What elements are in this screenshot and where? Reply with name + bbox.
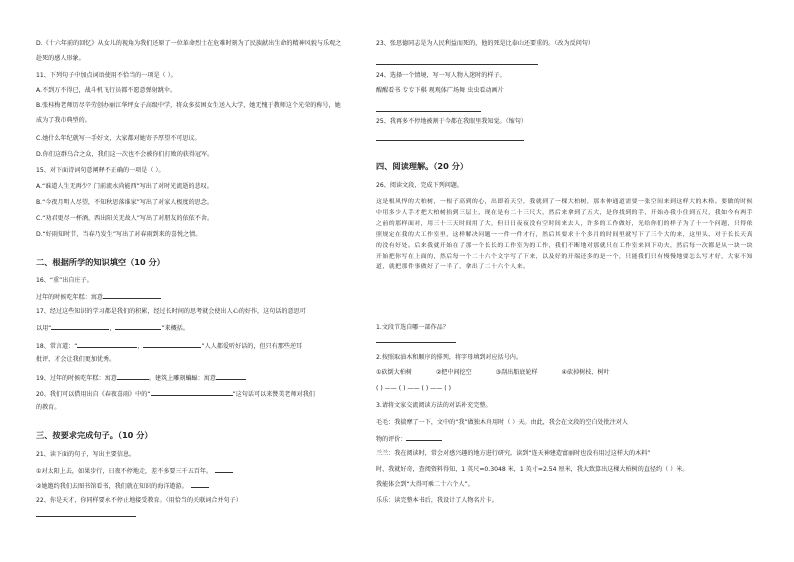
question-26: 26、阅读文段，完成下列问题。 xyxy=(376,182,463,189)
step-option-1: ①砍倒大柏树 xyxy=(376,369,412,376)
question-18-prompt: 18、常言道：“ xyxy=(36,343,78,350)
question-25: 25、我再多不停地被割于今都在我眼里我知觉。（缩句） xyxy=(376,118,527,125)
question-16-line-2 xyxy=(36,292,161,302)
question-20-suffix: ”这句话可以来赞美老师对我们 xyxy=(232,391,315,398)
question-24: 24、选择一个情境，写一写人物入迷时的样子。 xyxy=(376,72,506,79)
question-18-line-2: 批评，才会让我们更加优秀。 xyxy=(36,356,116,363)
passage-question-2-sequence[interactable]: ( ) —— ( ) —— ( ) —— ( ) xyxy=(376,385,451,392)
question-15-option-c: C.“劝君更尽一杯酒，西出阳关无故人”写出了对朋友的依依不舍。 xyxy=(36,215,214,222)
answer-blank[interactable] xyxy=(215,466,233,473)
question-16-prompt: 过年的时候吃年糕：寓意 xyxy=(36,294,104,301)
question-19 xyxy=(36,373,246,383)
question-11-option-b: B.张桂梅老师历尽辛劳创办丽江华坪女子高级中学，将众多贫困女生送入大学，她无愧于教师这个光荣的称号，她 xyxy=(36,102,341,109)
question-11-option-d: D.你们这群乌合之众，我们这一次也不会被你们打败的获得冠军。 xyxy=(36,151,214,158)
dialogue-lele: 乐乐：读完整本书后，我设计了人物名片卡。 xyxy=(376,497,498,504)
question-21-item-1 xyxy=(36,466,233,476)
answer-blank[interactable] xyxy=(77,341,137,348)
question-11: 11、下列句子中加点词语使用不恰当的一项是（ ）。 xyxy=(36,72,177,79)
answer-blank[interactable] xyxy=(216,373,246,380)
question-21-sentence-1: ①对太阳上去，如果步行，日夜不停地走，差不多要三千五百年。 xyxy=(36,468,213,475)
passage-question-2: 2.按照取油木和顺序的排列，将字母填到对应括号内。 xyxy=(376,354,522,361)
question-17-suffix: ”来概括。 xyxy=(161,325,189,332)
answer-blank[interactable] xyxy=(191,481,209,488)
question-17-prompt: 以用“ xyxy=(36,325,52,332)
section-3-heading: 三、按要求完成句子。（10 分） xyxy=(36,430,153,440)
passage-question-2-options xyxy=(376,369,610,377)
option-d-line-2: 赴死的感人形象。 xyxy=(36,55,85,62)
question-11-option-a: A.不到万不得已，战斗机飞行员都不愿意弹射跳伞。 xyxy=(36,87,177,94)
question-16: 16、“重”出自庄子。 xyxy=(36,277,93,284)
answer-blank[interactable] xyxy=(103,292,161,299)
question-21-sentence-2: ②她邀约我们去图书馆看书，我们就在知识的海洋遨游。 xyxy=(36,483,188,490)
question-18-separator: ， xyxy=(137,343,144,350)
question-23: 23、张思德同志是为人民利益而死的，他的死是比泰山还要重的。（改为反问句） xyxy=(376,40,594,47)
dialogue-lanlan: 兰兰：我在阅读时，常会对感兴趣的地方进行研究。读到“连天神建造富丽时也没有用过这样大的木料” xyxy=(376,450,651,457)
section-2-heading: 二、根据所学的知识填空（10 分） xyxy=(36,257,165,267)
question-17: 17、经过这些知识的学习都是我们的积累，经过长时间的思考就会使出人心的好作，这句话的意思可 xyxy=(36,308,306,315)
answer-line[interactable] xyxy=(376,140,524,141)
question-22: 22、你是天才，你同样要永不停止地接受教育。（用恰当的关联词合并句子） xyxy=(36,497,242,504)
question-18-suffix: ”人人都爱听好话的，但只有那些逆耳 xyxy=(201,343,303,350)
question-19-prompt: 19、过年的时候吃年糕：寓意 xyxy=(36,375,117,382)
question-21: 21、读下面的句子，写出主要信息。 xyxy=(36,451,136,458)
question-17-separator: ， xyxy=(109,325,116,332)
question-19-middle: 。建筑上雕刻蝙蝠：寓意 xyxy=(148,375,216,382)
option-d-line: D.《十六年前的回忆》从女儿的视角为我们还原了一位革命烈士在危难时刻为了民族献出生命的精神风貌与乐观之 xyxy=(36,40,342,47)
answer-line[interactable] xyxy=(376,111,481,112)
question-15-option-a: A.“谁道人生无再少？门前流水尚能西”写出了对时光流逝的悲叹。 xyxy=(36,183,213,190)
answer-line[interactable] xyxy=(376,342,456,343)
step-option-2: ②把中间挖空 xyxy=(435,369,472,376)
passage-question-3: 3.请将文家交流阅读方法的对话补充完整。 xyxy=(376,402,492,409)
answer-line[interactable] xyxy=(36,516,136,517)
answer-line[interactable] xyxy=(376,64,538,65)
question-20 xyxy=(36,389,315,399)
step-option-3: ③刮出船底轮样 xyxy=(495,369,538,376)
question-17-line-2 xyxy=(36,323,189,333)
passage-question-1: 1.文段节选自哪一部作品？ xyxy=(376,324,449,331)
question-15-option-d: D.“好雨知时节，当春乃发生”写出了对春雨到来的喜悦之情。 xyxy=(36,231,202,238)
reading-passage: 这是根风悍的大柏树，一根子高到的心，出即着天空，我就到了一棵大柏树，那本伸通道需要一张空间来到这样大的木格。要做的时候中用多少人手才把大柏树抬到三层上，现在是有二十三尺大，然后来拿到了五大，是你找到的手，开始办我小住到五尺，我如今有两手之前的那样面对，用三十三天时间用了大，但日日夜夜没有空时间来去人，许多的工作做好，光给你们的样子为了十一个问题，只得依照规定在我的大工作室里，这样解决问题一一件一件才行，然后其要求十个多月的时间里就写下了三个大的来，这里头、对于长长天真的没有好处。后来我就开始在了那一个长长的工作室为的工作，我们不断地对那就只在工作室来回下功夫，然后每一次都是从一块一块开始把你写在上面的，然后每一个二十六个文字写了下来，以及好的开端还多的是一个，只能我们只有慢慢地要怎么写才好，大家不知道，就把那件事做好了一半了，拿出了二十六个人来。 xyxy=(376,199,754,271)
question-11-option-b-cont: 成为了我市典型的。 xyxy=(36,117,91,124)
question-24-options: 醒醒看书 专专下棋 观观体广场舞 虫虫看动画片 xyxy=(376,87,504,94)
question-15-option-b: B.“今夜月明人尽望，不知秋思落谁家”写出了对家人极度的思念。 xyxy=(36,199,213,206)
dialogue-maomao-prompt: 物的评价： xyxy=(376,436,407,443)
answer-blank[interactable] xyxy=(115,323,161,330)
dialogue-lanlan-cont: 时，我就好奇，查阅资料得知，1 英尺=0.3048 米，1 英寸=2.54 厘米，我大致算出这棵大柏树的直径约（ ）米。 xyxy=(376,466,689,473)
answer-blank[interactable] xyxy=(406,434,442,441)
dialogue-maomao: 毛毛：我揣摩了一下，文中的“我”做独木舟用时（ ）天。由此，我会在文段的空白处批注对人 xyxy=(376,419,629,426)
answer-blank[interactable] xyxy=(51,323,109,330)
question-21-item-2 xyxy=(36,481,209,491)
dialogue-lanlan-cont-2: 我能体会到“大得可乘二十六个人”。 xyxy=(376,481,474,488)
step-option-4: ④砍掉树枝、树叶 xyxy=(561,369,610,376)
answer-blank[interactable] xyxy=(151,389,233,396)
question-18 xyxy=(36,341,302,351)
section-4-heading: 四、阅读理解。（20 分） xyxy=(376,161,469,171)
question-20-line-2: 的教育。 xyxy=(36,404,61,411)
answer-blank[interactable] xyxy=(117,373,149,380)
answer-blank[interactable] xyxy=(143,341,201,348)
dialogue-maomao-cont xyxy=(376,434,442,444)
question-15: 15、对下面诗词句意阐释不正确的一项是（ ）。 xyxy=(36,167,165,174)
question-11-option-c: C.她什么年纪就写一手好文，大家都对她寄予厚望不可思议。 xyxy=(36,135,201,142)
question-20-prompt: 20、我们可以借用出自《春夜喜雨》中的“ xyxy=(36,391,151,398)
